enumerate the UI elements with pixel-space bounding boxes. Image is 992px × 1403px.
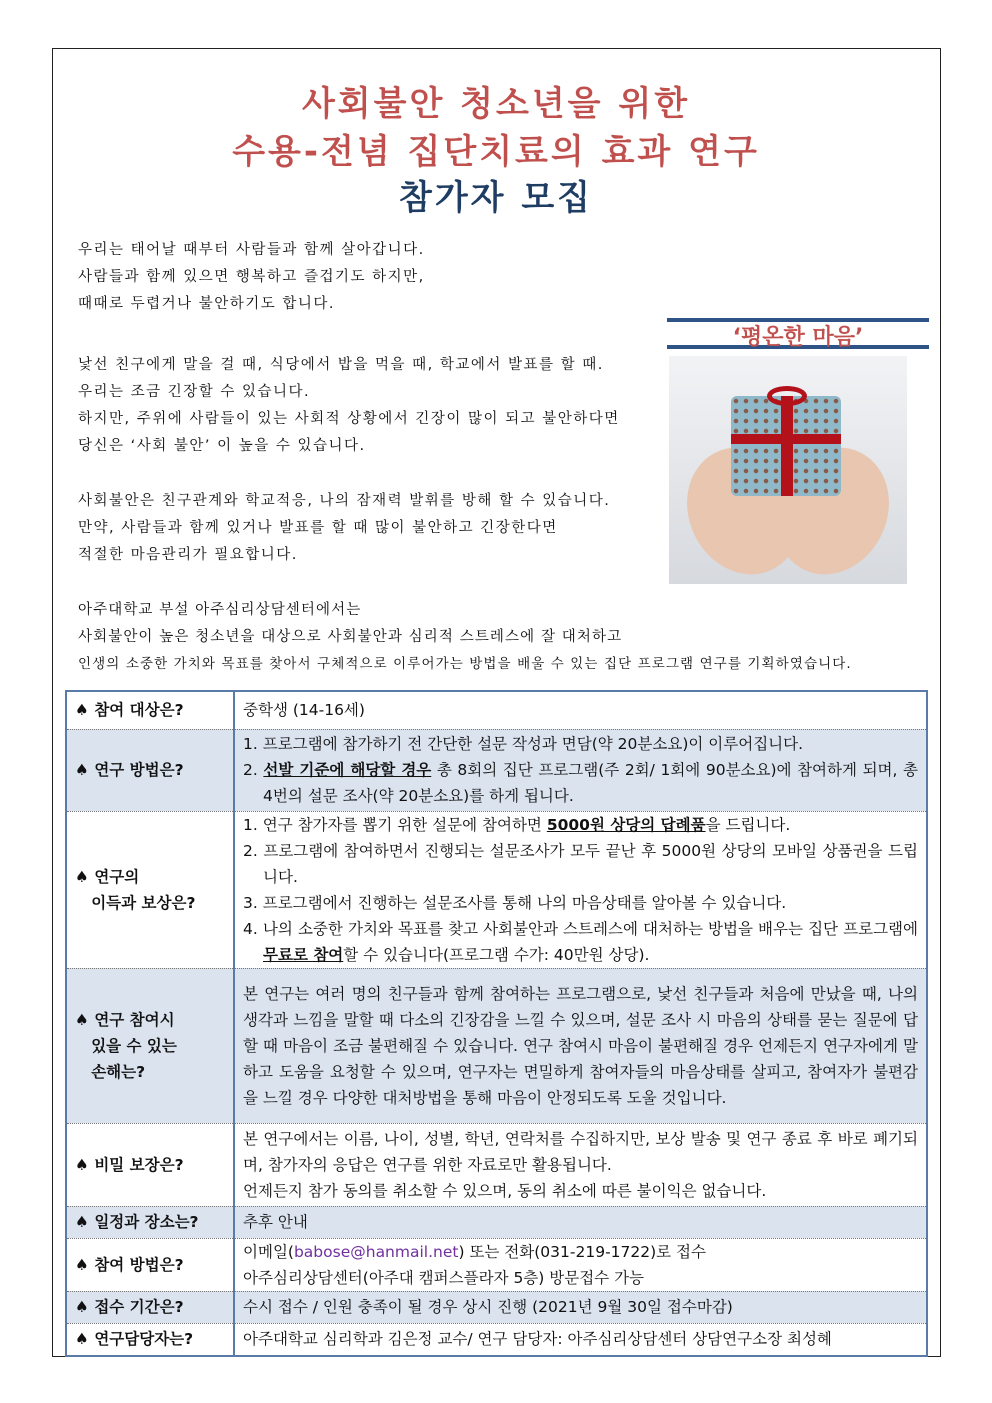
label: 접수 기간은? [94,1298,184,1316]
spade-icon: ♠ [75,701,89,720]
ribbon [781,396,793,496]
image-caption: ‘평온한 마음’ [667,318,929,349]
row-schedule [66,1206,927,1238]
row-benefit [66,811,927,968]
line: 사람들과 함께 있으면 행복하고 즐겁기도 하지만, [78,269,425,285]
value [243,1239,918,1265]
value: 아주대학교 심리학과 김은정 교수/ 연구 담당자: 아주심리상담센터 상담연구소장 최성혜 [234,1323,927,1356]
t: 을 드립니다. [705,815,791,834]
spade-icon: ♠ [75,1330,89,1349]
t: 이메일( [243,1242,294,1261]
label: 연구 방법은? [94,761,184,779]
title-recruit: 참가자 모집 [398,178,594,218]
label: 참여 방법은? [94,1255,184,1274]
title-line-1: 사회불안 청소년을 위한 [301,84,691,124]
row-period [66,1291,927,1323]
t: 총 8회의 집단 프로그램(주 2회/ 1회에 90분소요)에 참여하게 되며, 총 4번의 설문 조사(약 20분소요)를 하게 됩니다. [263,761,918,805]
item: 2. 프로그램에 참여하면서 진행되는 설문조사가 모두 끝난 후 5000원 상당의 모바일 상품권을 드립니다. [243,841,918,886]
line: 때때로 두렵거나 불안하기도 합니다. [78,296,336,312]
row-target [66,691,927,729]
line: 아주대학교 부설 아주심리상담센터에서는 [78,602,362,618]
line: 만약, 사람들과 함께 있거나 발표를 할 때 많이 불안하고 긴장한다면 [78,520,558,536]
row-privacy [66,1123,927,1206]
spade-icon: ♠ [75,761,89,779]
intro-paragraph-3 [78,488,610,569]
spade-icon: ♠ [75,1213,89,1231]
value: 본 연구에서는 이름, 나이, 성별, 학년, 연락처를 수집하지만, 보상 발송 및 연구 종료 후 바로 폐기되며, 참가자의 응답은 연구를 위한 자료로만 활용됩니다. [243,1129,918,1174]
label: 연구의 [94,867,140,886]
line: 낯선 친구에게 말을 걸 때, 식당에서 밥을 먹을 때, 학교에서 발표를 할 때. [78,357,604,373]
row-contact [66,1323,927,1356]
intro-paragraph-4 [78,597,852,678]
t: 1. 연구 참가자를 뽑기 위한 설문에 참여하면 [243,815,547,834]
line: 사회불안이 높은 청소년을 대상으로 사회불안과 심리적 스트레스에 잘 대처하고 [78,629,623,645]
line: 하지만, 주위에 사람들이 있는 사회적 상황에서 긴장이 많이 되고 불안하다면 [78,411,620,427]
t: 2. [243,761,264,779]
item [243,812,918,838]
emphasis: 5000원 상당의 답례품 [546,815,706,834]
label: 일정과 장소는? [94,1213,199,1231]
title-line-2: 수용-전념 집단치료의 효과 연구 [232,132,760,172]
emphasis: 선발 기준에 해당할 경우 [263,761,432,779]
label: 연구담당자는? [94,1330,194,1349]
spade-icon: ♠ [75,1010,89,1029]
spade-icon: ♠ [75,1155,89,1174]
row-risk [66,968,927,1123]
value: 본 연구는 여러 명의 친구들과 함께 참여하는 프로그램으로, 낯선 친구들과 처음에 만났을 때, 나의 생각과 느낌을 말할 때 다소의 긴장감을 느낄 수 있으며, 설문 조사 시 마음의 상태를 묻는 질문에 답할 때 마음이 조금 불편해질 수 있습니다. 연구 참여시 마음이 불편해질 경우 언제든지 연구자에게 말하고 도움을 요청할 수 있으며, 연구자는 면밀하게 참여자들의 마음상태를 살피고, 참여자가 불편감을 느낄 경우 다양한 대처방법을 통해 마음이 안정되도록 도울 것입니다. [234,968,927,1123]
line: 우리는 태어날 때부터 사람들과 함께 살아갑니다. [78,242,425,258]
intro-paragraph-2 [78,352,620,460]
spade-icon: ♠ [75,867,89,886]
line: 우리는 조금 긴장할 수 있습니다. [78,384,311,400]
email-link[interactable]: babose@hanmail.net [293,1242,459,1261]
emphasis: 무료로 참여 [263,945,344,964]
row-method [66,729,927,811]
value: 수시 접수 / 인원 충족이 될 경우 상시 진행 (2021년 9월 30일 접수마감) [234,1291,927,1323]
label: 비밀 보장은? [94,1155,184,1174]
t: 4. 나의 소중한 가치와 목표를 찾고 사회불안과 스트레스에 대처하는 방법을 배우는 집단 프로그램에 [243,919,918,938]
value: 추후 안내 [234,1206,927,1238]
line: 당신은 ‘사회 불안’ 이 높을 수 있습니다. [78,438,366,454]
row-apply [66,1238,927,1291]
info-table [65,690,928,1357]
item [243,757,918,809]
item: 1. 프로그램에 참가하기 전 간단한 설문 작성과 면담(약 20분소요)이 이루어집니다. [243,735,804,753]
value: 아주심리상담센터(아주대 캠퍼스플라자 5층) 방문접수 가능 [243,1268,645,1287]
ribbon [731,434,841,444]
label: 이득과 보상은? [91,893,196,912]
label: 참여 대상은? [94,701,184,720]
spade-icon: ♠ [75,1298,89,1316]
line: 사회불안은 친구관계와 학교적응, 나의 잠재력 발휘를 방해 할 수 있습니다. [78,493,611,509]
value: 중학생 (14-16세) [234,691,927,729]
line: 인생의 소중한 가치와 목표를 찾아서 구체적으로 이루어가는 방법을 배울 수 있는 집단 프로그램 연구를 기획하였습니다. [78,656,852,672]
label: 손해는? [91,1062,146,1081]
ribbon-bow [767,386,807,406]
item [243,916,918,968]
value: 언제든지 참가 동의를 취소할 수 있으며, 동의 취소에 따른 불이익은 없습니다. [243,1181,767,1200]
t: ) 또는 전화(031-219-1722)로 접수 [458,1242,707,1261]
t: 할 수 있습니다(프로그램 수가: 40만원 상당). [343,945,650,964]
gift-in-hands-image [669,356,907,584]
line: 적절한 마음관리가 필요합니다. [78,547,298,563]
spade-icon: ♠ [75,1255,89,1274]
intro-paragraph-1 [78,237,425,318]
label: 있을 수 있는 [91,1036,177,1055]
label: 연구 참여시 [94,1010,175,1029]
item: 3. 프로그램에서 진행하는 설문조사를 통해 나의 마음상태를 알아볼 수 있습니다. [243,893,787,912]
